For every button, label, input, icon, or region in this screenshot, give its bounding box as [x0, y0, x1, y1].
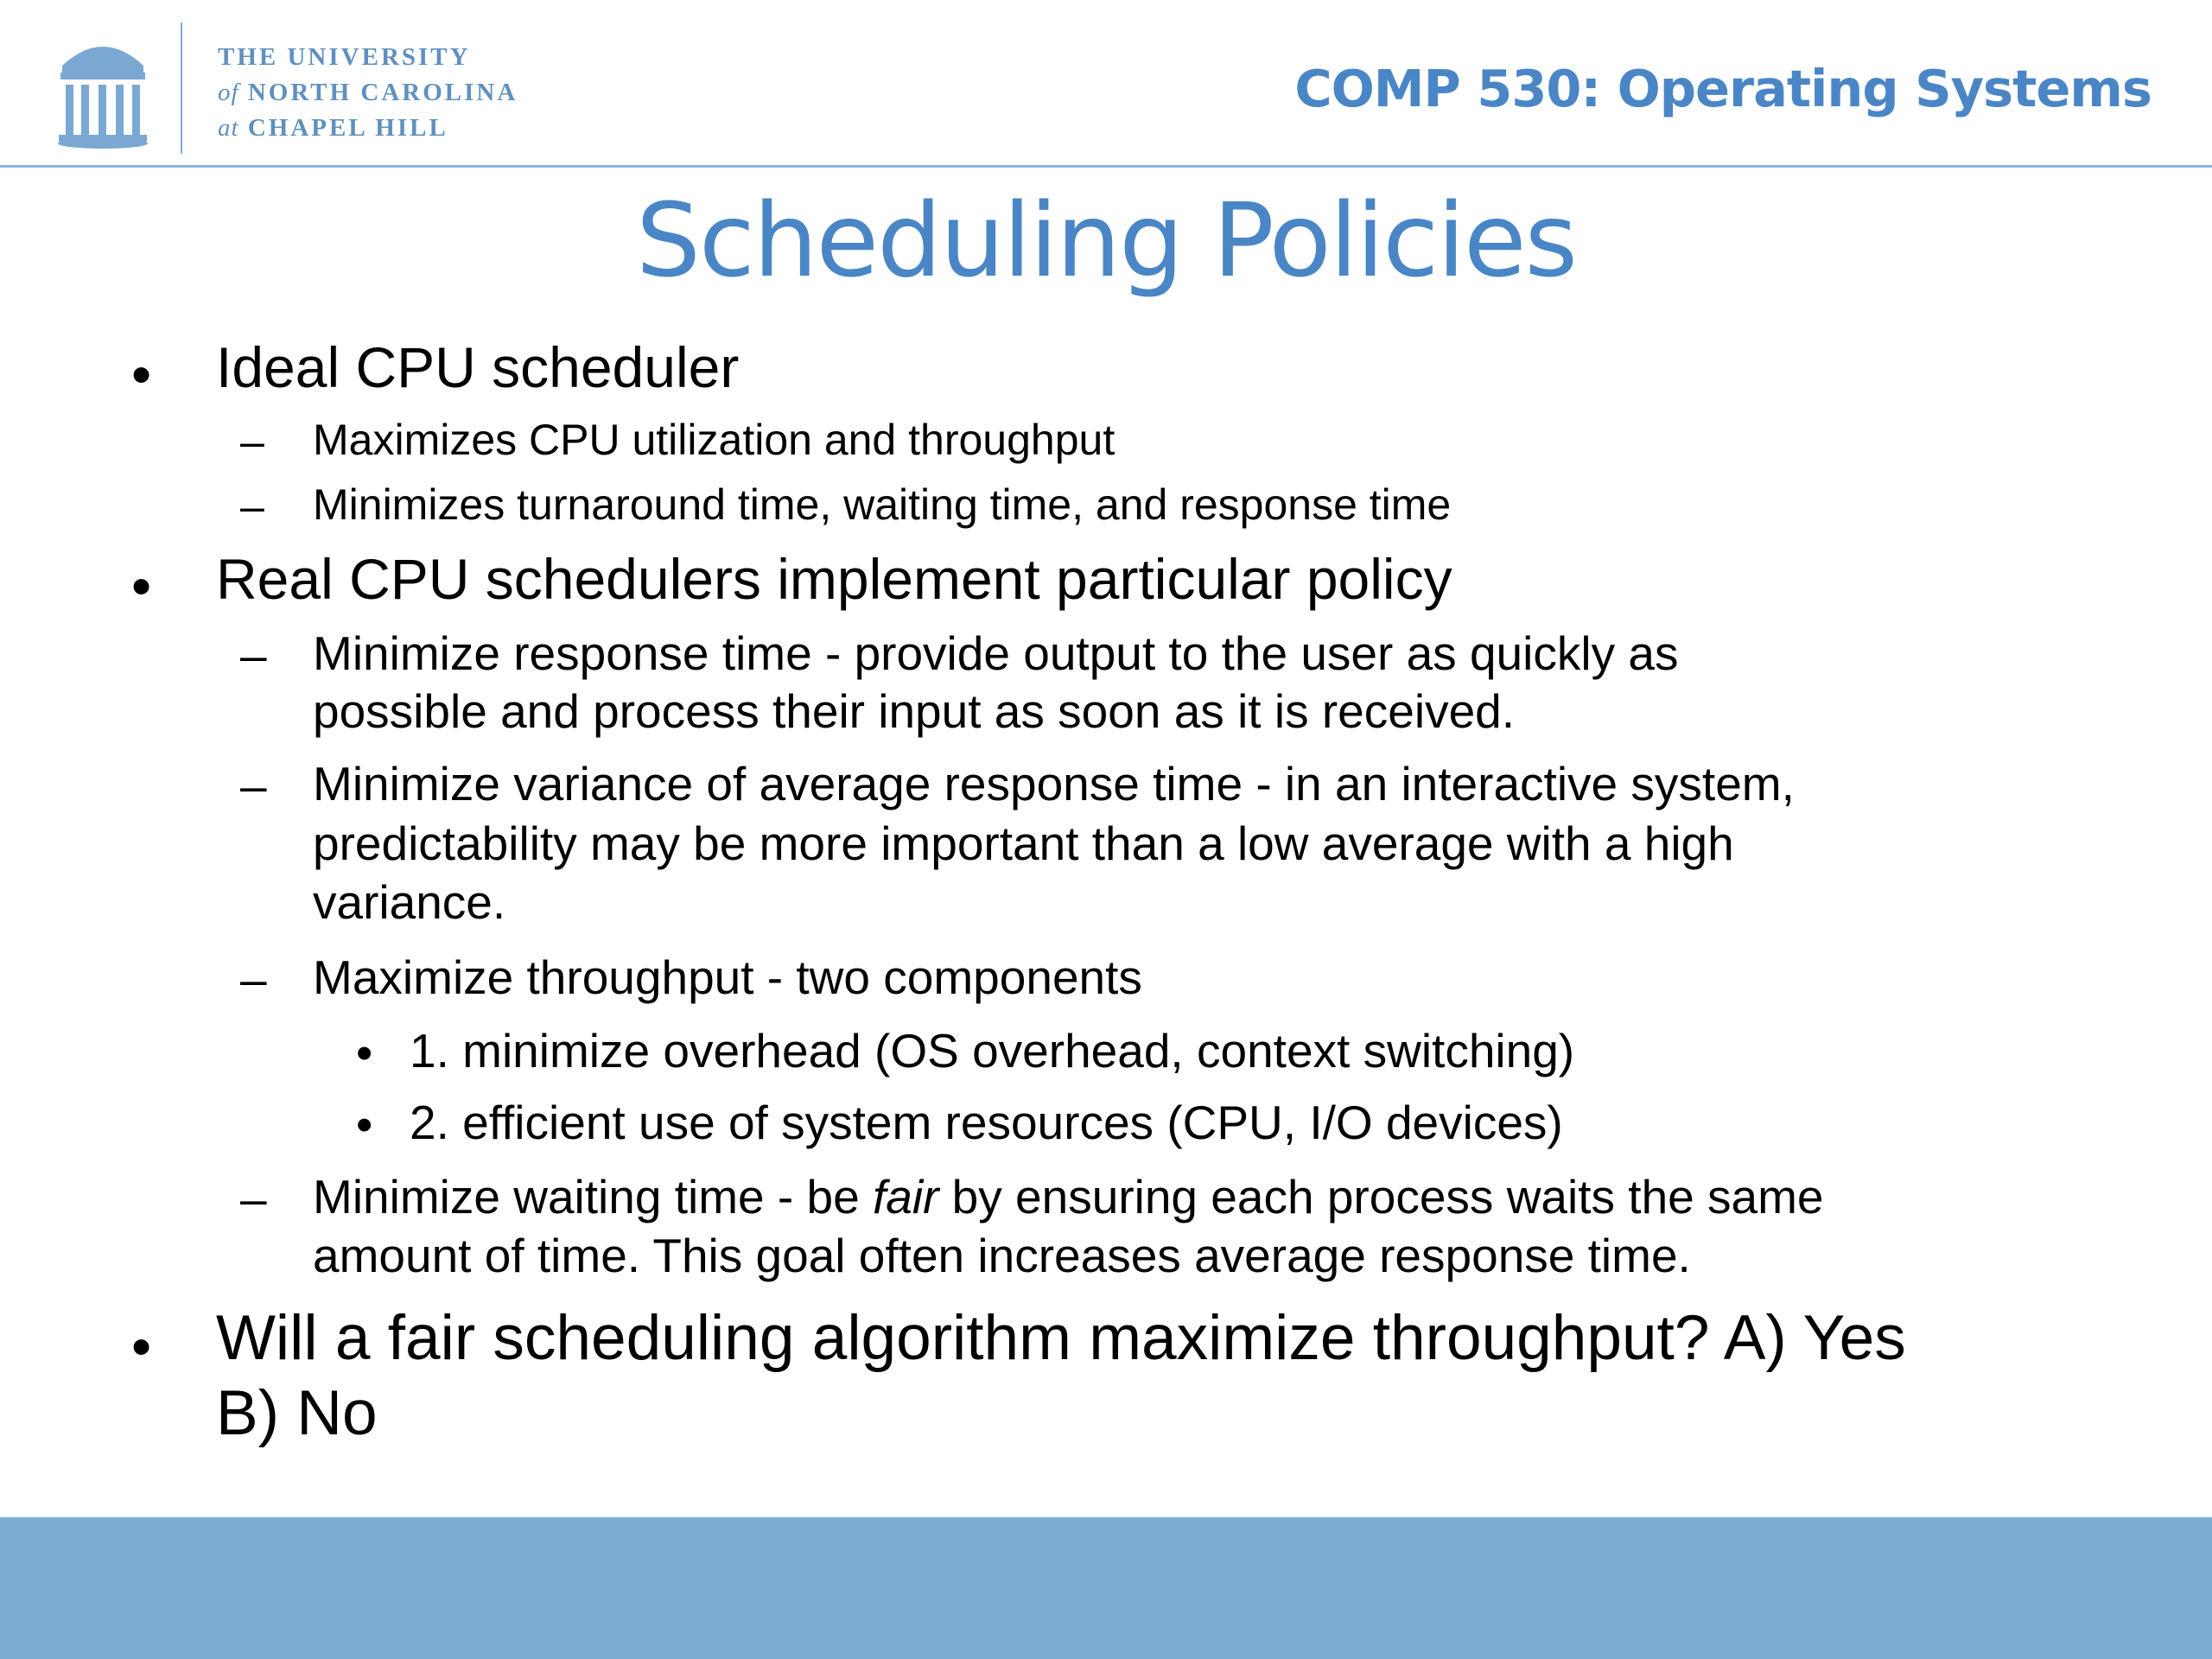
bullet-real-cpu-schedulers: Real CPU schedulers implement particular policy: [216, 547, 1452, 611]
university-line-2: of NORTH CAROLINA: [218, 79, 518, 106]
throughput-item-2: 2. efficient use of system resources (CPU, I/O devices): [410, 1096, 1563, 1149]
dash-marker: –: [240, 628, 267, 682]
bullet-marker: •: [131, 342, 152, 406]
dash-marker: –: [240, 417, 264, 466]
sub-maximize-throughput: Maximize throughput - two components: [313, 950, 1142, 1004]
bullet-marker: •: [131, 554, 152, 618]
bullet-marker: •: [131, 1314, 152, 1378]
sub-minimize-response-line1: Minimize response time - provide output to the user as quickly as: [313, 626, 1679, 680]
dash-marker: –: [240, 952, 267, 1006]
logo-divider: [181, 22, 182, 154]
sub-minimizes-turnaround: Minimizes turnaround time, waiting time, and response time: [313, 480, 1452, 529]
sub-maximizes-cpu: Maximizes CPU utilization and throughput: [313, 416, 1116, 464]
sub-minimize-variance-line3: variance.: [313, 875, 506, 929]
dash-marker: –: [240, 482, 264, 531]
footer-band: [0, 1517, 2212, 1659]
sub-minimize-waiting-line1: Minimize waiting time - be fair by ensuring each process waits the same: [313, 1170, 1824, 1224]
throughput-item-1: 1. minimize overhead (OS overhead, context switching): [410, 1024, 1575, 1077]
dash-marker: –: [240, 759, 267, 812]
university-line-3: at CHAPEL HILL: [218, 114, 448, 142]
slide-title: Scheduling Policies: [635, 181, 1577, 300]
course-title: COMP 530: Operating Systems: [1294, 59, 2152, 118]
sub-minimize-variance-line2: predictability may be more important than a low average with a high: [313, 817, 1734, 870]
fair-emphasis: fair: [872, 1170, 939, 1224]
dash-marker: –: [240, 1172, 267, 1225]
university-wordmark: [218, 40, 518, 146]
bullet-marker: •: [356, 1097, 373, 1151]
old-well-logo-icon: [55, 33, 150, 149]
sub-minimize-response-line2: possible and process their input as soon as it is received.: [313, 684, 1516, 738]
slide-header: [0, 0, 2212, 168]
bullet-marker: •: [356, 1026, 373, 1079]
sub-minimize-variance-line1: Minimize variance of average response time - in an interactive system,: [313, 757, 1795, 810]
question-line2: B) No: [216, 1378, 378, 1448]
question-line1: Will a fair scheduling algorithm maximize throughput? A) Yes: [216, 1303, 1906, 1373]
bullet-ideal-cpu-scheduler: Ideal CPU scheduler: [216, 335, 740, 399]
header-rule: [0, 165, 2212, 168]
university-line-1: THE UNIVERSITY: [218, 43, 471, 71]
sub-minimize-waiting-line2: amount of time. This goal often increases average response time.: [313, 1229, 1691, 1282]
